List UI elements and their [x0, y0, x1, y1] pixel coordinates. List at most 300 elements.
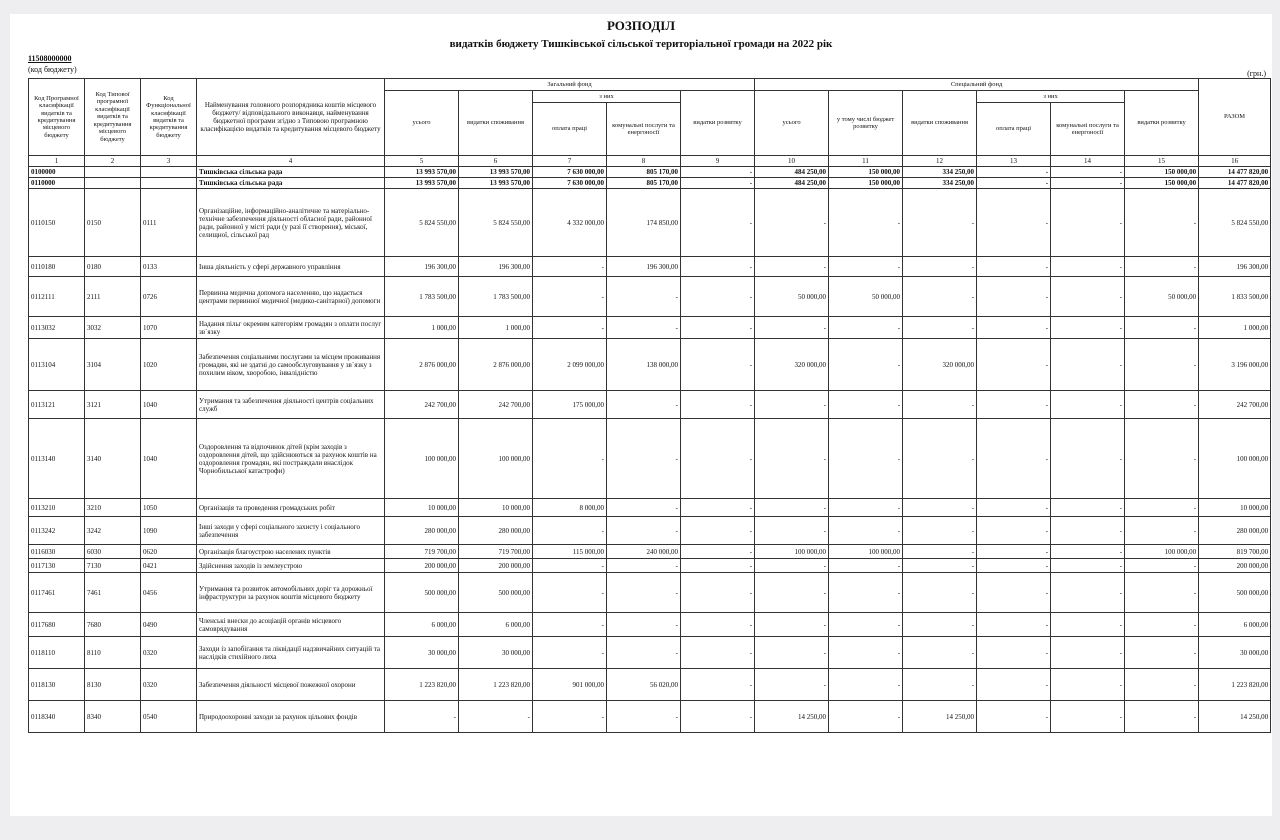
- amount-cell: 13 993 570,00: [385, 167, 459, 178]
- amount-cell: 100 000,00: [829, 545, 903, 559]
- program-name-cell: Надання пільг окремим категоріям громадян з оплати послуг зв`язку: [197, 317, 385, 339]
- header-sf-development: видатки розвитку: [1125, 91, 1199, 156]
- amount-cell: -: [829, 517, 903, 545]
- program-name-cell: Організаційне, інформаційно-аналітичне та матеріально-технічне забезпечення діяльності обласної ради, районної ради, районної у місті ради (у разі її створення), міської, селищної, сільської рад: [197, 189, 385, 257]
- amount-cell: -: [1051, 573, 1125, 613]
- amount-cell: -: [829, 637, 903, 669]
- code-cell: 7461: [85, 573, 141, 613]
- header-gf-salary: оплата праці: [533, 103, 607, 156]
- amount-cell: -: [533, 277, 607, 317]
- amount-cell: -: [607, 517, 681, 545]
- program-name-cell: Заходи із запобігання та ліквідації надзвичайних ситуацій та наслідків стихійного лиха: [197, 637, 385, 669]
- column-number: 2: [85, 156, 141, 167]
- amount-cell: 115 000,00: [533, 545, 607, 559]
- column-number: 11: [829, 156, 903, 167]
- table-row: [29, 701, 1271, 733]
- amount-cell: 240 000,00: [607, 545, 681, 559]
- amount-cell: -: [755, 499, 829, 517]
- amount-cell: -: [1051, 178, 1125, 189]
- amount-cell: -: [1051, 637, 1125, 669]
- code-cell: 0150: [85, 189, 141, 257]
- amount-cell: -: [533, 517, 607, 545]
- amount-cell: -: [829, 257, 903, 277]
- amount-cell: 320 000,00: [903, 339, 977, 391]
- table-row: [29, 189, 1271, 257]
- amount-cell: -: [755, 559, 829, 573]
- amount-cell: 280 000,00: [459, 517, 533, 545]
- amount-cell: 200 000,00: [1199, 559, 1271, 573]
- header-sf-of-them: з них: [977, 91, 1125, 103]
- amount-cell: 500 000,00: [459, 573, 533, 613]
- amount-cell: -: [829, 419, 903, 499]
- amount-cell: 719 700,00: [459, 545, 533, 559]
- amount-cell: -: [607, 419, 681, 499]
- header-gf-development: видатки розвитку: [681, 91, 755, 156]
- code-cell: 8130: [85, 669, 141, 701]
- code-cell: 0490: [141, 613, 197, 637]
- amount-cell: 805 170,00: [607, 167, 681, 178]
- code-cell: 0113121: [29, 391, 85, 419]
- code-cell: 0320: [141, 669, 197, 701]
- amount-cell: 3 196 000,00: [1199, 339, 1271, 391]
- amount-cell: 30 000,00: [385, 637, 459, 669]
- code-cell: 3032: [85, 317, 141, 339]
- code-cell: 3242: [85, 517, 141, 545]
- amount-cell: -: [903, 317, 977, 339]
- amount-cell: -: [1051, 545, 1125, 559]
- amount-cell: 100 000,00: [459, 419, 533, 499]
- header-gf-consumption: видатки споживання: [459, 91, 533, 156]
- amount-cell: -: [607, 277, 681, 317]
- column-number: 15: [1125, 156, 1199, 167]
- code-cell: 0118110: [29, 637, 85, 669]
- amount-cell: -: [977, 419, 1051, 499]
- amount-cell: 8 000,00: [533, 499, 607, 517]
- amount-cell: 150 000,00: [1125, 178, 1199, 189]
- amount-cell: -: [1051, 499, 1125, 517]
- code-cell: 0421: [141, 559, 197, 573]
- amount-cell: -: [1125, 257, 1199, 277]
- code-cell: 1040: [141, 391, 197, 419]
- amount-cell: 100 000,00: [1125, 545, 1199, 559]
- amount-cell: -: [1051, 189, 1125, 257]
- amount-cell: 14 250,00: [1199, 701, 1271, 733]
- header-sf-salary: оплата праці: [977, 103, 1051, 156]
- amount-cell: -: [1125, 419, 1199, 499]
- column-number: 10: [755, 156, 829, 167]
- amount-cell: 50 000,00: [755, 277, 829, 317]
- amount-cell: 2 099 000,00: [533, 339, 607, 391]
- amount-cell: -: [681, 517, 755, 545]
- amount-cell: 6 000,00: [1199, 613, 1271, 637]
- code-cell: 8110: [85, 637, 141, 669]
- amount-cell: 500 000,00: [385, 573, 459, 613]
- amount-cell: -: [1125, 559, 1199, 573]
- amount-cell: -: [681, 499, 755, 517]
- amount-cell: 150 000,00: [829, 178, 903, 189]
- table-body: [29, 167, 1271, 733]
- amount-cell: 1 000,00: [459, 317, 533, 339]
- amount-cell: 2 876 000,00: [459, 339, 533, 391]
- program-name-cell: Утримання та розвиток автомобільних доріг та дорожньої інфраструктури за рахунок коштів місцевого бюджету: [197, 573, 385, 613]
- amount-cell: 1 223 820,00: [459, 669, 533, 701]
- amount-cell: -: [681, 637, 755, 669]
- table-row: [29, 559, 1271, 573]
- amount-cell: 30 000,00: [1199, 637, 1271, 669]
- header-gf-utilities: комунальні послуги та енергоносії: [607, 103, 681, 156]
- amount-cell: 100 000,00: [755, 545, 829, 559]
- code-cell: 1070: [141, 317, 197, 339]
- header-gf-total: усього: [385, 91, 459, 156]
- amount-cell: 13 993 570,00: [459, 167, 533, 178]
- amount-cell: -: [977, 637, 1051, 669]
- amount-cell: 100 000,00: [385, 419, 459, 499]
- amount-cell: -: [533, 613, 607, 637]
- code-cell: 1020: [141, 339, 197, 391]
- table-row: [29, 419, 1271, 499]
- amount-cell: 1 000,00: [385, 317, 459, 339]
- amount-cell: 138 000,00: [607, 339, 681, 391]
- code-cell: 0118130: [29, 669, 85, 701]
- header-sum: РАЗОМ: [1199, 79, 1271, 156]
- amount-cell: -: [755, 317, 829, 339]
- amount-cell: -: [681, 178, 755, 189]
- amount-cell: -: [903, 637, 977, 669]
- amount-cell: -: [829, 391, 903, 419]
- code-cell: 0110150: [29, 189, 85, 257]
- column-number: 9: [681, 156, 755, 167]
- amount-cell: -: [829, 189, 903, 257]
- amount-cell: -: [977, 257, 1051, 277]
- code-cell: [85, 178, 141, 189]
- amount-cell: -: [533, 559, 607, 573]
- header-typical-code: Код Типової програмної класифікації видатків та кредитування місцевого бюджету: [85, 79, 141, 156]
- amount-cell: -: [755, 517, 829, 545]
- amount-cell: -: [1051, 317, 1125, 339]
- amount-cell: 50 000,00: [1125, 277, 1199, 317]
- amount-cell: -: [1125, 339, 1199, 391]
- code-cell: 6030: [85, 545, 141, 559]
- amount-cell: 334 250,00: [903, 167, 977, 178]
- amount-cell: -: [681, 669, 755, 701]
- amount-cell: -: [533, 257, 607, 277]
- amount-cell: -: [829, 573, 903, 613]
- amount-cell: -: [533, 317, 607, 339]
- amount-cell: 819 700,00: [1199, 545, 1271, 559]
- amount-cell: -: [607, 559, 681, 573]
- amount-cell: -: [829, 339, 903, 391]
- amount-cell: -: [1125, 499, 1199, 517]
- code-cell: 0112111: [29, 277, 85, 317]
- code-cell: 2111: [85, 277, 141, 317]
- amount-cell: -: [903, 499, 977, 517]
- amount-cell: -: [977, 701, 1051, 733]
- column-number-row: [29, 156, 1271, 167]
- table-row: [29, 517, 1271, 545]
- amount-cell: -: [903, 559, 977, 573]
- code-cell: 0113140: [29, 419, 85, 499]
- amount-cell: 901 000,00: [533, 669, 607, 701]
- amount-cell: -: [829, 701, 903, 733]
- amount-cell: -: [829, 317, 903, 339]
- amount-cell: -: [1125, 637, 1199, 669]
- program-name-cell: Утримання та забезпечення діяльності центрів соціальних служб: [197, 391, 385, 419]
- amount-cell: -: [903, 391, 977, 419]
- amount-cell: -: [977, 669, 1051, 701]
- amount-cell: -: [1051, 277, 1125, 317]
- amount-cell: -: [903, 277, 977, 317]
- code-cell: 0110180: [29, 257, 85, 277]
- amount-cell: 7 630 000,00: [533, 178, 607, 189]
- table-row: [29, 317, 1271, 339]
- table-row: [29, 573, 1271, 613]
- column-number: 16: [1199, 156, 1271, 167]
- program-name-cell: Оздоровлення та відпочинок дітей (крім заходів з оздоровлення дітей, що здійснюються за рахунок коштів на оздоровлення громадян, які постраждали внаслідок Чорнобильської катастрофи): [197, 419, 385, 499]
- code-cell: 0540: [141, 701, 197, 733]
- amount-cell: -: [607, 637, 681, 669]
- amount-cell: -: [903, 517, 977, 545]
- amount-cell: 196 300,00: [1199, 257, 1271, 277]
- amount-cell: -: [903, 669, 977, 701]
- amount-cell: -: [977, 317, 1051, 339]
- amount-cell: -: [681, 391, 755, 419]
- amount-cell: 1 223 820,00: [1199, 669, 1271, 701]
- amount-cell: 175 000,00: [533, 391, 607, 419]
- amount-cell: 242 700,00: [459, 391, 533, 419]
- code-cell: 0116030: [29, 545, 85, 559]
- amount-cell: 10 000,00: [385, 499, 459, 517]
- amount-cell: 14 250,00: [903, 701, 977, 733]
- code-cell: 1050: [141, 499, 197, 517]
- code-cell: 1040: [141, 419, 197, 499]
- code-cell: 3210: [85, 499, 141, 517]
- code-cell: 0180: [85, 257, 141, 277]
- program-name-cell: Організація та проведення громадських робіт: [197, 499, 385, 517]
- table-row: [29, 277, 1271, 317]
- amount-cell: 5 824 550,00: [385, 189, 459, 257]
- amount-cell: -: [681, 613, 755, 637]
- amount-cell: -: [681, 419, 755, 499]
- amount-cell: -: [755, 189, 829, 257]
- amount-cell: -: [1125, 317, 1199, 339]
- code-cell: 0320: [141, 637, 197, 669]
- amount-cell: -: [607, 499, 681, 517]
- amount-cell: -: [755, 257, 829, 277]
- code-cell: 0620: [141, 545, 197, 559]
- amount-cell: -: [681, 317, 755, 339]
- code-cell: 8340: [85, 701, 141, 733]
- amount-cell: 10 000,00: [459, 499, 533, 517]
- amount-cell: -: [755, 419, 829, 499]
- code-cell: 0456: [141, 573, 197, 613]
- amount-cell: -: [1125, 613, 1199, 637]
- program-name-cell: Первинна медична допомога населенню, що надається центрами первинної медичної (медико-санітарної) допомоги: [197, 277, 385, 317]
- amount-cell: 14 250,00: [755, 701, 829, 733]
- table-total-row: [29, 167, 1271, 178]
- column-number: 12: [903, 156, 977, 167]
- amount-cell: 56 020,00: [607, 669, 681, 701]
- amount-cell: 174 850,00: [607, 189, 681, 257]
- code-cell: [85, 167, 141, 178]
- amount-cell: -: [1125, 669, 1199, 701]
- amount-cell: -: [1051, 391, 1125, 419]
- program-name-cell: Членські внески до асоціацій органів місцевого самоврядування: [197, 613, 385, 637]
- amount-cell: 13 993 570,00: [385, 178, 459, 189]
- amount-cell: -: [533, 701, 607, 733]
- code-cell: 3121: [85, 391, 141, 419]
- code-cell: 0118340: [29, 701, 85, 733]
- amount-cell: -: [1051, 613, 1125, 637]
- amount-cell: 500 000,00: [1199, 573, 1271, 613]
- amount-cell: 150 000,00: [1125, 167, 1199, 178]
- table-row: [29, 339, 1271, 391]
- code-cell: 0117680: [29, 613, 85, 637]
- amount-cell: -: [607, 613, 681, 637]
- amount-cell: -: [977, 277, 1051, 317]
- amount-cell: -: [755, 637, 829, 669]
- amount-cell: -: [1051, 559, 1125, 573]
- table-header: [29, 79, 1271, 167]
- amount-cell: -: [385, 701, 459, 733]
- code-cell: 0111: [141, 189, 197, 257]
- amount-cell: -: [977, 517, 1051, 545]
- amount-cell: 200 000,00: [385, 559, 459, 573]
- amount-cell: -: [977, 178, 1051, 189]
- table-row: [29, 545, 1271, 559]
- amount-cell: -: [1051, 669, 1125, 701]
- header-sf-incl-budget-dev: у тому числі бюджет розвитку: [829, 91, 903, 156]
- budget-code-label: (код бюджету): [28, 65, 77, 74]
- code-cell: [141, 178, 197, 189]
- amount-cell: -: [977, 499, 1051, 517]
- column-number: 8: [607, 156, 681, 167]
- amount-cell: -: [1051, 419, 1125, 499]
- program-name-cell: Інші заходи у сфері соціального захисту і соціального забезпечення: [197, 517, 385, 545]
- amount-cell: -: [533, 637, 607, 669]
- program-name-cell: Тишківська сільська рада: [197, 178, 385, 189]
- table-row: [29, 257, 1271, 277]
- amount-cell: -: [1125, 701, 1199, 733]
- code-cell: 3140: [85, 419, 141, 499]
- amount-cell: -: [459, 701, 533, 733]
- amount-cell: 805 170,00: [607, 178, 681, 189]
- amount-cell: -: [829, 559, 903, 573]
- amount-cell: -: [977, 339, 1051, 391]
- code-cell: 3104: [85, 339, 141, 391]
- amount-cell: -: [681, 277, 755, 317]
- document-subtitle: видатків бюджету Тишківської сільської територіальної громади на 2022 рік: [449, 38, 833, 50]
- table-row: [29, 669, 1271, 701]
- document-sheet: [10, 14, 1272, 816]
- amount-cell: 7 630 000,00: [533, 167, 607, 178]
- amount-cell: -: [607, 573, 681, 613]
- amount-cell: 1 833 500,00: [1199, 277, 1271, 317]
- amount-cell: -: [681, 559, 755, 573]
- header-program-code: Код Програмної класифікації видатків та кредитування місцевого бюджету: [29, 79, 85, 156]
- column-number: 7: [533, 156, 607, 167]
- amount-cell: 1 223 820,00: [385, 669, 459, 701]
- code-cell: 0117461: [29, 573, 85, 613]
- amount-cell: -: [1125, 573, 1199, 613]
- program-name-cell: Забезпечення діяльності місцевої пожежної охорони: [197, 669, 385, 701]
- header-special-fund: Спеціальний фонд: [755, 79, 1199, 91]
- amount-cell: -: [1051, 517, 1125, 545]
- column-number: 14: [1051, 156, 1125, 167]
- amount-cell: 4 332 000,00: [533, 189, 607, 257]
- amount-cell: -: [903, 257, 977, 277]
- amount-cell: 1 000,00: [1199, 317, 1271, 339]
- program-name-cell: Забезпечення соціальними послугами за місцем проживання громадян, які не здатні до самообслуговування у зв`язку з похилим віком, хворобою, інвалідністю: [197, 339, 385, 391]
- amount-cell: -: [1051, 339, 1125, 391]
- code-cell: [141, 167, 197, 178]
- column-number: 5: [385, 156, 459, 167]
- amount-cell: 1 783 500,00: [459, 277, 533, 317]
- amount-cell: 10 000,00: [1199, 499, 1271, 517]
- amount-cell: -: [755, 573, 829, 613]
- amount-cell: 14 477 820,00: [1199, 167, 1271, 178]
- amount-cell: 150 000,00: [829, 167, 903, 178]
- amount-cell: -: [607, 391, 681, 419]
- table-row: [29, 499, 1271, 517]
- amount-cell: -: [977, 559, 1051, 573]
- amount-cell: -: [1125, 517, 1199, 545]
- amount-cell: 50 000,00: [829, 277, 903, 317]
- amount-cell: -: [1125, 391, 1199, 419]
- amount-cell: -: [681, 167, 755, 178]
- code-cell: 0113032: [29, 317, 85, 339]
- code-cell: 7130: [85, 559, 141, 573]
- amount-cell: -: [681, 189, 755, 257]
- header-sf-total: усього: [755, 91, 829, 156]
- amount-cell: -: [755, 613, 829, 637]
- amount-cell: -: [1051, 257, 1125, 277]
- amount-cell: 484 250,00: [755, 178, 829, 189]
- code-cell: 0117130: [29, 559, 85, 573]
- column-number: 3: [141, 156, 197, 167]
- amount-cell: 719 700,00: [385, 545, 459, 559]
- table-row: [29, 613, 1271, 637]
- column-number: 6: [459, 156, 533, 167]
- header-general-fund: Загальний фонд: [385, 79, 755, 91]
- program-name-cell: Інша діяльність у сфері державного управління: [197, 257, 385, 277]
- header-sf-consumption: видатки споживання: [903, 91, 977, 156]
- amount-cell: -: [829, 669, 903, 701]
- amount-cell: -: [977, 545, 1051, 559]
- amount-cell: 280 000,00: [385, 517, 459, 545]
- code-cell: 0100000: [29, 167, 85, 178]
- amount-cell: 5 824 550,00: [1199, 189, 1271, 257]
- amount-cell: -: [1051, 701, 1125, 733]
- program-name-cell: Здійснення заходів із землеустрою: [197, 559, 385, 573]
- amount-cell: 30 000,00: [459, 637, 533, 669]
- amount-cell: 6 000,00: [459, 613, 533, 637]
- amount-cell: -: [903, 419, 977, 499]
- program-name-cell: Природоохоронні заходи за рахунок цільових фондів: [197, 701, 385, 733]
- amount-cell: 242 700,00: [385, 391, 459, 419]
- document-title: РОЗПОДІЛ: [606, 18, 676, 33]
- amount-cell: 196 300,00: [607, 257, 681, 277]
- amount-cell: -: [755, 669, 829, 701]
- amount-cell: 484 250,00: [755, 167, 829, 178]
- amount-cell: -: [1125, 189, 1199, 257]
- amount-cell: 13 993 570,00: [459, 178, 533, 189]
- amount-cell: 280 000,00: [1199, 517, 1271, 545]
- amount-cell: 200 000,00: [459, 559, 533, 573]
- amount-cell: -: [903, 545, 977, 559]
- program-name-cell: Організація благоустрою населених пунктів: [197, 545, 385, 559]
- amount-cell: -: [607, 701, 681, 733]
- code-cell: 0110000: [29, 178, 85, 189]
